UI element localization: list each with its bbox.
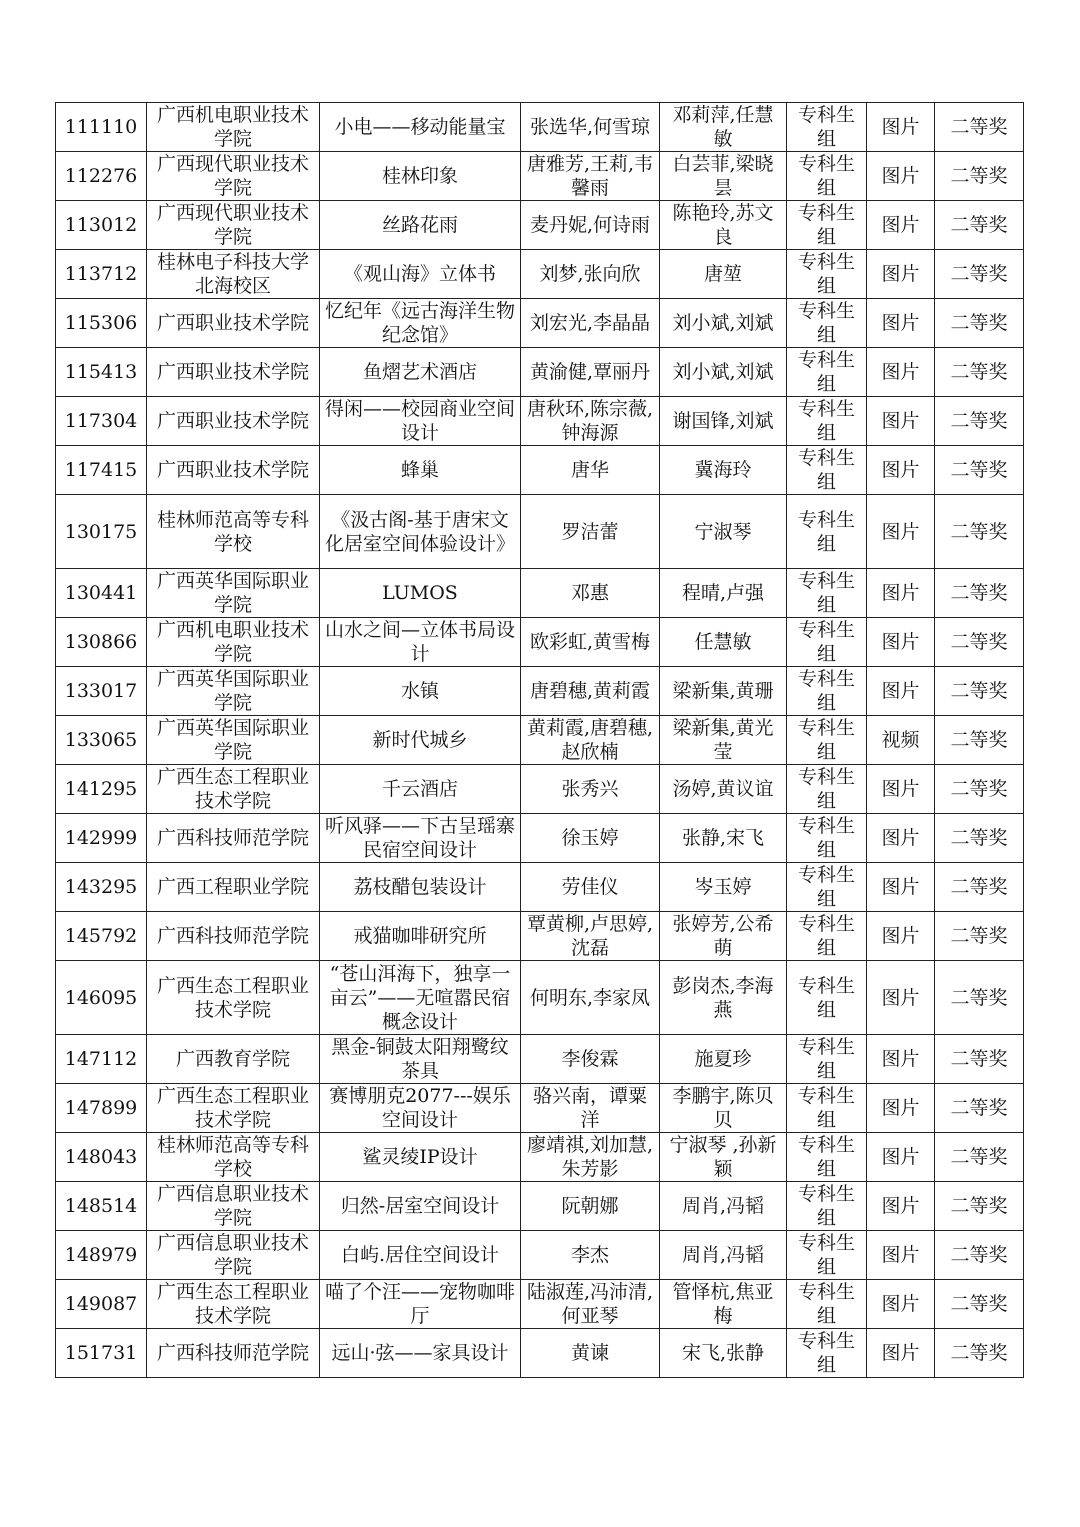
cell-entry-id: 147112 — [56, 1035, 147, 1084]
cell-advisors: 任慧敏 — [660, 618, 787, 667]
table-row — [56, 863, 1024, 912]
cell-school: 广西教育学院 — [147, 1035, 320, 1084]
cell-authors: 李杰 — [521, 1231, 660, 1280]
cell-school: 广西生态工程职业技术学院 — [147, 1280, 320, 1329]
cell-entry-id: 151731 — [56, 1329, 147, 1378]
cell-award: 二等奖 — [935, 152, 1024, 201]
cell-work-title: 千云酒店 — [320, 765, 521, 814]
table-row — [56, 446, 1024, 495]
cell-work-title: 《观山海》立体书 — [320, 250, 521, 299]
cell-school: 广西科技师范学院 — [147, 1329, 320, 1378]
cell-award: 二等奖 — [935, 299, 1024, 348]
cell-school: 广西机电职业技术学院 — [147, 618, 320, 667]
cell-entry-id: 133017 — [56, 667, 147, 716]
cell-award: 二等奖 — [935, 495, 1024, 569]
cell-award: 二等奖 — [935, 348, 1024, 397]
cell-group: 专科生组 — [787, 618, 867, 667]
cell-authors: 李俊霖 — [521, 1035, 660, 1084]
cell-school: 广西现代职业技术学院 — [147, 152, 320, 201]
cell-group: 专科生组 — [787, 1133, 867, 1182]
cell-advisors: 宁淑琴 ,孙新颖 — [660, 1133, 787, 1182]
cell-category: 图片 — [867, 961, 935, 1035]
cell-category: 视频 — [867, 716, 935, 765]
cell-school: 广西职业技术学院 — [147, 446, 320, 495]
cell-work-title: 蜂巢 — [320, 446, 521, 495]
cell-category: 图片 — [867, 201, 935, 250]
cell-group: 专科生组 — [787, 103, 867, 152]
cell-entry-id: 113712 — [56, 250, 147, 299]
cell-work-title: 丝路花雨 — [320, 201, 521, 250]
cell-work-title: 黑金-铜鼓太阳翔鹭纹茶具 — [320, 1035, 521, 1084]
cell-work-title: 归然-居室空间设计 — [320, 1182, 521, 1231]
cell-category: 图片 — [867, 618, 935, 667]
cell-group: 专科生组 — [787, 569, 867, 618]
cell-group: 专科生组 — [787, 348, 867, 397]
cell-entry-id: 148043 — [56, 1133, 147, 1182]
table-row — [56, 667, 1024, 716]
cell-advisors: 周肖,冯韬 — [660, 1231, 787, 1280]
table-row — [56, 1329, 1024, 1378]
cell-school: 广西职业技术学院 — [147, 348, 320, 397]
cell-work-title: 忆纪年《远古海洋生物纪念馆》 — [320, 299, 521, 348]
cell-school: 广西生态工程职业技术学院 — [147, 1084, 320, 1133]
cell-group: 专科生组 — [787, 446, 867, 495]
cell-category: 图片 — [867, 1035, 935, 1084]
cell-entry-id: 130866 — [56, 618, 147, 667]
cell-advisors: 梁新集,黄光莹 — [660, 716, 787, 765]
cell-advisors: 白芸菲,梁晓昙 — [660, 152, 787, 201]
cell-group: 专科生组 — [787, 765, 867, 814]
cell-advisors: 程晴,卢强 — [660, 569, 787, 618]
table-row — [56, 250, 1024, 299]
cell-award: 二等奖 — [935, 912, 1024, 961]
cell-school: 广西科技师范学院 — [147, 912, 320, 961]
cell-category: 图片 — [867, 495, 935, 569]
cell-work-title: 新时代城乡 — [320, 716, 521, 765]
cell-work-title: 山水之间—立体书局设计 — [320, 618, 521, 667]
cell-school: 广西科技师范学院 — [147, 814, 320, 863]
cell-entry-id: 143295 — [56, 863, 147, 912]
cell-school: 广西信息职业技术学院 — [147, 1182, 320, 1231]
cell-award: 二等奖 — [935, 1133, 1024, 1182]
cell-category: 图片 — [867, 569, 935, 618]
table-row — [56, 348, 1024, 397]
cell-category: 图片 — [867, 863, 935, 912]
cell-school: 广西英华国际职业学院 — [147, 667, 320, 716]
table-row — [56, 961, 1024, 1035]
cell-award: 二等奖 — [935, 716, 1024, 765]
cell-work-title: 听风驿——下古呈瑶寨民宿空间设计 — [320, 814, 521, 863]
cell-work-title: 小电——移动能量宝 — [320, 103, 521, 152]
cell-school: 广西工程职业学院 — [147, 863, 320, 912]
cell-group: 专科生组 — [787, 495, 867, 569]
cell-group: 专科生组 — [787, 667, 867, 716]
cell-work-title: 鲨灵绫IP设计 — [320, 1133, 521, 1182]
table-body — [56, 103, 1024, 1378]
cell-school: 桂林师范高等专科学校 — [147, 1133, 320, 1182]
cell-work-title: “苍山洱海下，独享一亩云”——无喧嚣民宿概念设计 — [320, 961, 521, 1035]
cell-entry-id: 133065 — [56, 716, 147, 765]
cell-award: 二等奖 — [935, 1329, 1024, 1378]
cell-group: 专科生组 — [787, 299, 867, 348]
cell-group: 专科生组 — [787, 961, 867, 1035]
cell-category: 图片 — [867, 152, 935, 201]
cell-work-title: 得闲——校园商业空间设计 — [320, 397, 521, 446]
cell-authors: 罗洁蕾 — [521, 495, 660, 569]
cell-award: 二等奖 — [935, 667, 1024, 716]
cell-work-title: 鱼熠艺术酒店 — [320, 348, 521, 397]
cell-category: 图片 — [867, 299, 935, 348]
cell-group: 专科生组 — [787, 863, 867, 912]
cell-advisors: 刘小斌,刘斌 — [660, 299, 787, 348]
awards-table — [55, 102, 1024, 1378]
cell-school: 广西生态工程职业技术学院 — [147, 961, 320, 1035]
cell-advisors: 宋飞,张静 — [660, 1329, 787, 1378]
cell-entry-id: 111110 — [56, 103, 147, 152]
cell-category: 图片 — [867, 912, 935, 961]
cell-entry-id: 130441 — [56, 569, 147, 618]
cell-award: 二等奖 — [935, 863, 1024, 912]
cell-category: 图片 — [867, 765, 935, 814]
table-row — [56, 299, 1024, 348]
cell-authors: 何明东,李家凤 — [521, 961, 660, 1035]
cell-award: 二等奖 — [935, 765, 1024, 814]
cell-category: 图片 — [867, 250, 935, 299]
cell-work-title: 《汲古阁-基于唐宋文化居室空间体验设计》 — [320, 495, 521, 569]
cell-school: 广西职业技术学院 — [147, 397, 320, 446]
cell-authors: 劳佳仪 — [521, 863, 660, 912]
cell-group: 专科生组 — [787, 1231, 867, 1280]
cell-school: 广西英华国际职业学院 — [147, 716, 320, 765]
cell-category: 图片 — [867, 667, 935, 716]
table-row — [56, 1182, 1024, 1231]
cell-group: 专科生组 — [787, 1084, 867, 1133]
cell-category: 图片 — [867, 397, 935, 446]
cell-school: 广西机电职业技术学院 — [147, 103, 320, 152]
cell-advisors: 邓莉萍,任慧敏 — [660, 103, 787, 152]
cell-group: 专科生组 — [787, 1329, 867, 1378]
cell-entry-id: 142999 — [56, 814, 147, 863]
cell-advisors: 陈艳玲,苏文良 — [660, 201, 787, 250]
cell-entry-id: 146095 — [56, 961, 147, 1035]
cell-award: 二等奖 — [935, 397, 1024, 446]
cell-authors: 唐秋环,陈宗薇,钟海源 — [521, 397, 660, 446]
cell-entry-id: 113012 — [56, 201, 147, 250]
cell-authors: 黄谏 — [521, 1329, 660, 1378]
table-row — [56, 1084, 1024, 1133]
cell-advisors: 张静,宋飞 — [660, 814, 787, 863]
cell-award: 二等奖 — [935, 1035, 1024, 1084]
cell-advisors: 汤婷,黄议谊 — [660, 765, 787, 814]
cell-group: 专科生组 — [787, 397, 867, 446]
cell-advisors: 张婷芳,公希萌 — [660, 912, 787, 961]
cell-group: 专科生组 — [787, 1035, 867, 1084]
cell-authors: 刘宏光,李晶晶 — [521, 299, 660, 348]
cell-group: 专科生组 — [787, 912, 867, 961]
cell-school: 桂林师范高等专科学校 — [147, 495, 320, 569]
cell-work-title: 赛博朋克2077---娱乐空间设计 — [320, 1084, 521, 1133]
cell-award: 二等奖 — [935, 1231, 1024, 1280]
table-row — [56, 1231, 1024, 1280]
cell-award: 二等奖 — [935, 1084, 1024, 1133]
cell-advisors: 李鹏宇,陈贝贝 — [660, 1084, 787, 1133]
cell-entry-id: 148979 — [56, 1231, 147, 1280]
cell-authors: 覃黄柳,卢思婷,沈磊 — [521, 912, 660, 961]
cell-award: 二等奖 — [935, 446, 1024, 495]
cell-award: 二等奖 — [935, 201, 1024, 250]
cell-group: 专科生组 — [787, 1280, 867, 1329]
cell-award: 二等奖 — [935, 1182, 1024, 1231]
table-row — [56, 1133, 1024, 1182]
table-row — [56, 814, 1024, 863]
cell-authors: 黄莉霞,唐碧穗,赵欣楠 — [521, 716, 660, 765]
table-row — [56, 1035, 1024, 1084]
cell-advisors: 彭岗杰,李海燕 — [660, 961, 787, 1035]
cell-authors: 唐华 — [521, 446, 660, 495]
cell-advisors: 冀海玲 — [660, 446, 787, 495]
cell-category: 图片 — [867, 1084, 935, 1133]
cell-category: 图片 — [867, 1231, 935, 1280]
cell-category: 图片 — [867, 1329, 935, 1378]
cell-award: 二等奖 — [935, 569, 1024, 618]
cell-group: 专科生组 — [787, 152, 867, 201]
cell-authors: 唐碧穗,黄莉霞 — [521, 667, 660, 716]
cell-category: 图片 — [867, 1182, 935, 1231]
cell-school: 桂林电子科技大学北海校区 — [147, 250, 320, 299]
cell-advisors: 唐堃 — [660, 250, 787, 299]
cell-advisors: 梁新集,黄珊 — [660, 667, 787, 716]
cell-authors: 廖靖祺,刘加慧,朱芳影 — [521, 1133, 660, 1182]
cell-category: 图片 — [867, 1133, 935, 1182]
cell-category: 图片 — [867, 1280, 935, 1329]
cell-award: 二等奖 — [935, 961, 1024, 1035]
table-row — [56, 765, 1024, 814]
cell-entry-id: 117304 — [56, 397, 147, 446]
cell-entry-id: 130175 — [56, 495, 147, 569]
cell-category: 图片 — [867, 814, 935, 863]
cell-work-title: 戒猫咖啡研究所 — [320, 912, 521, 961]
cell-authors: 欧彩虹,黄雪梅 — [521, 618, 660, 667]
cell-award: 二等奖 — [935, 814, 1024, 863]
cell-advisors: 刘小斌,刘斌 — [660, 348, 787, 397]
cell-work-title: 远山·弦——家具设计 — [320, 1329, 521, 1378]
cell-school: 广西信息职业技术学院 — [147, 1231, 320, 1280]
cell-authors: 陆淑莲,冯沛清,何亚琴 — [521, 1280, 660, 1329]
cell-group: 专科生组 — [787, 814, 867, 863]
cell-entry-id: 112276 — [56, 152, 147, 201]
cell-school: 广西职业技术学院 — [147, 299, 320, 348]
cell-advisors: 岑玉婷 — [660, 863, 787, 912]
table-row — [56, 201, 1024, 250]
table-row — [56, 397, 1024, 446]
cell-school: 广西生态工程职业技术学院 — [147, 765, 320, 814]
cell-entry-id: 148514 — [56, 1182, 147, 1231]
cell-entry-id: 115306 — [56, 299, 147, 348]
cell-entry-id: 117415 — [56, 446, 147, 495]
cell-category: 图片 — [867, 348, 935, 397]
cell-authors: 刘梦,张向欣 — [521, 250, 660, 299]
cell-work-title: 水镇 — [320, 667, 521, 716]
cell-award: 二等奖 — [935, 618, 1024, 667]
cell-category: 图片 — [867, 103, 935, 152]
cell-authors: 骆兴南，谭粟洋 — [521, 1084, 660, 1133]
cell-authors: 张秀兴 — [521, 765, 660, 814]
cell-category: 图片 — [867, 446, 935, 495]
cell-authors: 徐玉婷 — [521, 814, 660, 863]
cell-advisors: 宁淑琴 — [660, 495, 787, 569]
cell-advisors: 施夏珍 — [660, 1035, 787, 1084]
cell-award: 二等奖 — [935, 250, 1024, 299]
cell-authors: 黄渝健,覃丽丹 — [521, 348, 660, 397]
table-row — [56, 1280, 1024, 1329]
cell-work-title: 桂林印象 — [320, 152, 521, 201]
cell-school: 广西现代职业技术学院 — [147, 201, 320, 250]
table-row — [56, 716, 1024, 765]
cell-group: 专科生组 — [787, 1182, 867, 1231]
cell-group: 专科生组 — [787, 716, 867, 765]
cell-authors: 张选华,何雪琼 — [521, 103, 660, 152]
cell-authors: 唐雅芳,王莉,韦馨雨 — [521, 152, 660, 201]
cell-work-title: 白屿.居住空间设计 — [320, 1231, 521, 1280]
cell-award: 二等奖 — [935, 1280, 1024, 1329]
cell-school: 广西英华国际职业学院 — [147, 569, 320, 618]
table-row — [56, 152, 1024, 201]
table-row — [56, 569, 1024, 618]
cell-group: 专科生组 — [787, 250, 867, 299]
cell-authors: 邓惠 — [521, 569, 660, 618]
cell-work-title: 荔枝醋包装设计 — [320, 863, 521, 912]
table-row — [56, 103, 1024, 152]
cell-award: 二等奖 — [935, 103, 1024, 152]
cell-authors: 麦丹妮,何诗雨 — [521, 201, 660, 250]
table-row — [56, 618, 1024, 667]
table-row — [56, 912, 1024, 961]
table-row — [56, 495, 1024, 569]
cell-entry-id: 115413 — [56, 348, 147, 397]
cell-advisors: 周肖,冯韬 — [660, 1182, 787, 1231]
cell-authors: 阮朝娜 — [521, 1182, 660, 1231]
cell-entry-id: 149087 — [56, 1280, 147, 1329]
cell-work-title: LUMOS — [320, 569, 521, 618]
cell-work-title: 喵了个汪——宠物咖啡厅 — [320, 1280, 521, 1329]
cell-entry-id: 145792 — [56, 912, 147, 961]
cell-entry-id: 141295 — [56, 765, 147, 814]
cell-entry-id: 147899 — [56, 1084, 147, 1133]
cell-advisors: 管怿杭,焦亚梅 — [660, 1280, 787, 1329]
cell-advisors: 谢国锋,刘斌 — [660, 397, 787, 446]
cell-group: 专科生组 — [787, 201, 867, 250]
